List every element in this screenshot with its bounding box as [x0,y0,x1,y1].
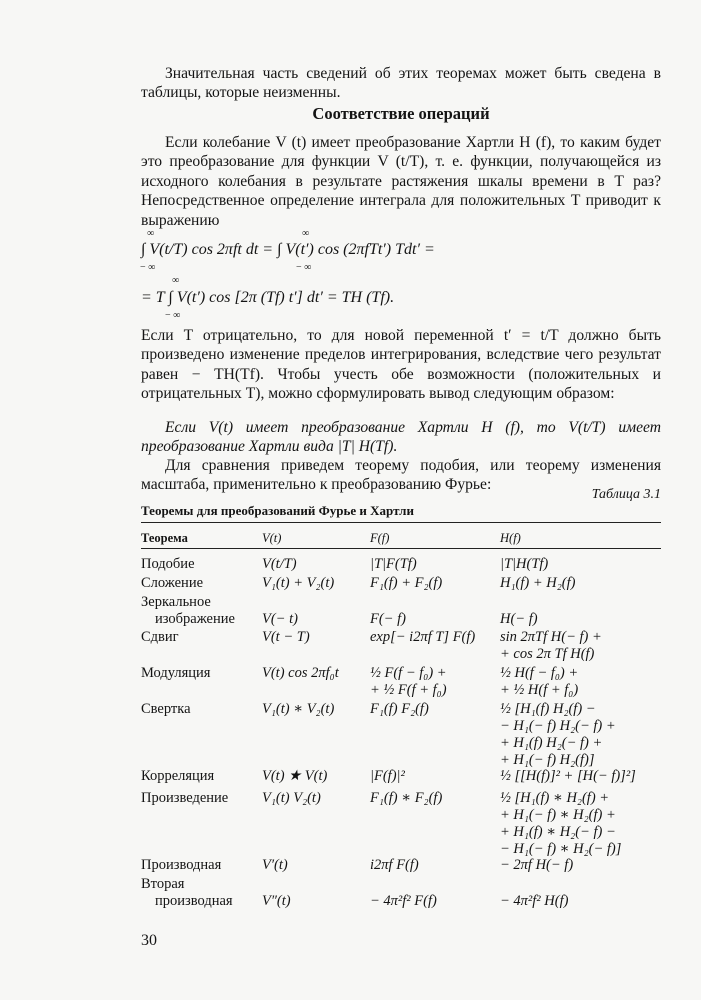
paragraph-2: Если T отрицательно, то для новой переменной t′ = t/T должно быть произведено изменение пределов интегрирования, вследствие чего результат равен − TH(Tf). Чтобы учесть обе возможности (положительных и отрицательных T), можно сформулировать вывод следующим образом: [141,327,661,403]
table-cell-h: H₁(f) + H₂(f) [500,575,576,591]
table-cell-h: ½ [H₁(f) H₂(f) − [500,701,596,717]
table-cell-h: + H₁(f) ∗ H₂(− f) − [500,824,616,840]
table-cell-h: H(− f) [500,611,538,627]
table-cell-f: i2πf F(f) [370,857,419,873]
table-cell-f: F(− f) [370,611,406,627]
table-cell-h: + H₁(f) H₂(− f) + [500,735,603,751]
table-cell-theorem: Произведение [141,790,229,806]
eq1-lower-limit-1: − ∞ [140,262,156,273]
table-cell-h: + cos 2π Tf H(f) [500,646,595,662]
intro-paragraph: Значительная часть сведений об этих теоремах может быть сведена в таблицы, которые неизменны. [141,65,661,102]
table-cell-h: − H₁(− f) H₂(− f) + [500,718,616,734]
table-header-h: H(f) [500,531,521,545]
table-cell-f: + ½ F(f + f₀) [370,682,447,698]
page-number: 30 [141,932,157,949]
table-cell-h: + ½ H(f + f₀) [500,682,579,698]
table-cell-v: V″(t) [262,893,291,909]
table-cell-v: V(t − T) [262,629,310,645]
table-cell-f: |T|F(Tf) [370,556,417,572]
table-cell-f: F₁(f) + F₂(f) [370,575,443,591]
table-cell-v: V₁(t) + V₂(t) [262,575,335,591]
table-cell-f: |F(f)|² [370,768,405,784]
table-cell-theorem: Сложение [141,575,204,591]
equation-line-2: = T ∫ V(t′) cos [2π (Tf) t′] dt′ = TH (Tf). [141,289,395,306]
table-cell-theorem: изображение [155,611,235,627]
eq2-upper-limit: ∞ [172,275,180,286]
table-cell-h: − 2πf H(− f) [500,857,574,873]
table-header-theorem: Теорема [141,531,188,545]
table-cell-f: exp[− i2πf T] F(f) [370,629,476,645]
table-cell-theorem: Подобие [141,556,195,572]
table-cell-v: V(t) ★ V(t) [262,768,328,784]
table-cell-h: ½ H(f − f₀) + [500,665,579,681]
eq1-upper-limit-2: ∞ [302,228,310,239]
table-cell-v: V(− t) [262,611,298,627]
eq1-lower-limit-2: − ∞ [296,262,312,273]
table-cell-theorem: Свертка [141,701,191,717]
table-cell-h: sin 2πTf H(− f) + [500,629,602,645]
table-caption: Таблица 3.1 [591,487,661,502]
table-cell-h: ½ [H₁(f) ∗ H₂(f) + [500,790,610,806]
table-top-rule [141,522,661,523]
table-cell-f: F₁(f) F₂(f) [370,701,429,717]
table-cell-f: F₁(f) ∗ F₂(f) [370,790,443,806]
table-cell-f: − 4π²f² F(f) [370,893,437,909]
table-cell-theorem: Производная [141,857,222,873]
table-cell-theorem: Вторая [141,876,185,892]
eq2-lower-limit: − ∞ [165,310,181,321]
table-cell-h: ½ [[H(f)]² + [H(− f)]²] [500,768,636,784]
table-cell-theorem: Зеркальное [141,594,211,610]
table-cell-theorem: Сдвиг [141,629,179,645]
table-header-f: F(f) [370,531,390,545]
paragraph-3: Если V(t) имеет преобразование Хартли H (f), то V(t/T) имеет преобразование Хартли вида |T| H(Tf). [141,419,661,456]
table-cell-h: |T|H(Tf) [500,556,549,572]
table-cell-h: + H₁(− f) ∗ H₂(f) + [500,807,616,823]
table-cell-h: + H₁(− f) H₂(f)] [500,752,595,768]
table-cell-f: ½ F(f − f₀) + [370,665,447,681]
table-header-rule [141,548,661,549]
paragraph-1: Если колебание V (t) имеет преобразование Хартли H (f), то каким будет это преобразование для функции V (t/T), т. е. функции, получающейся из исходного колебания в результате растяжения шкалы времени в T раз? Непосредственное определение интеграла для положительных T приводит к выражению [141,134,661,229]
paragraph-4: Для сравнения приведем теорему подобия, или теорему изменения масштаба, применительно к преобразованию Фурье: [141,457,661,494]
table-cell-theorem: Модуляция [141,665,211,681]
table-header-v: V(t) [262,531,282,545]
table-cell-theorem: Корреляция [141,768,215,784]
table-cell-h: − H₁(− f) ∗ H₂(− f)] [500,841,622,857]
equation-line-1: ∫ V(t/T) cos 2πft dt = ∫ V(t′) cos (2πfTt′) Tdt′ = [141,241,435,258]
table-cell-v: V₁(t) ∗ V₂(t) [262,701,335,717]
eq1-upper-limit-1: ∞ [147,228,155,239]
table-cell-h: − 4π²f² H(f) [500,893,569,909]
table-cell-v: V₁(t) V₂(t) [262,790,321,806]
table-cell-v: V(t) cos 2πf₀t [262,665,339,681]
table-title: Теоремы для преобразований Фурье и Хартли [141,503,414,518]
section-heading: Соответствие операций [312,104,490,123]
table-cell-v: V(t/T) [262,556,297,572]
table-cell-theorem: производная [155,893,233,909]
table-cell-v: V′(t) [262,857,288,873]
